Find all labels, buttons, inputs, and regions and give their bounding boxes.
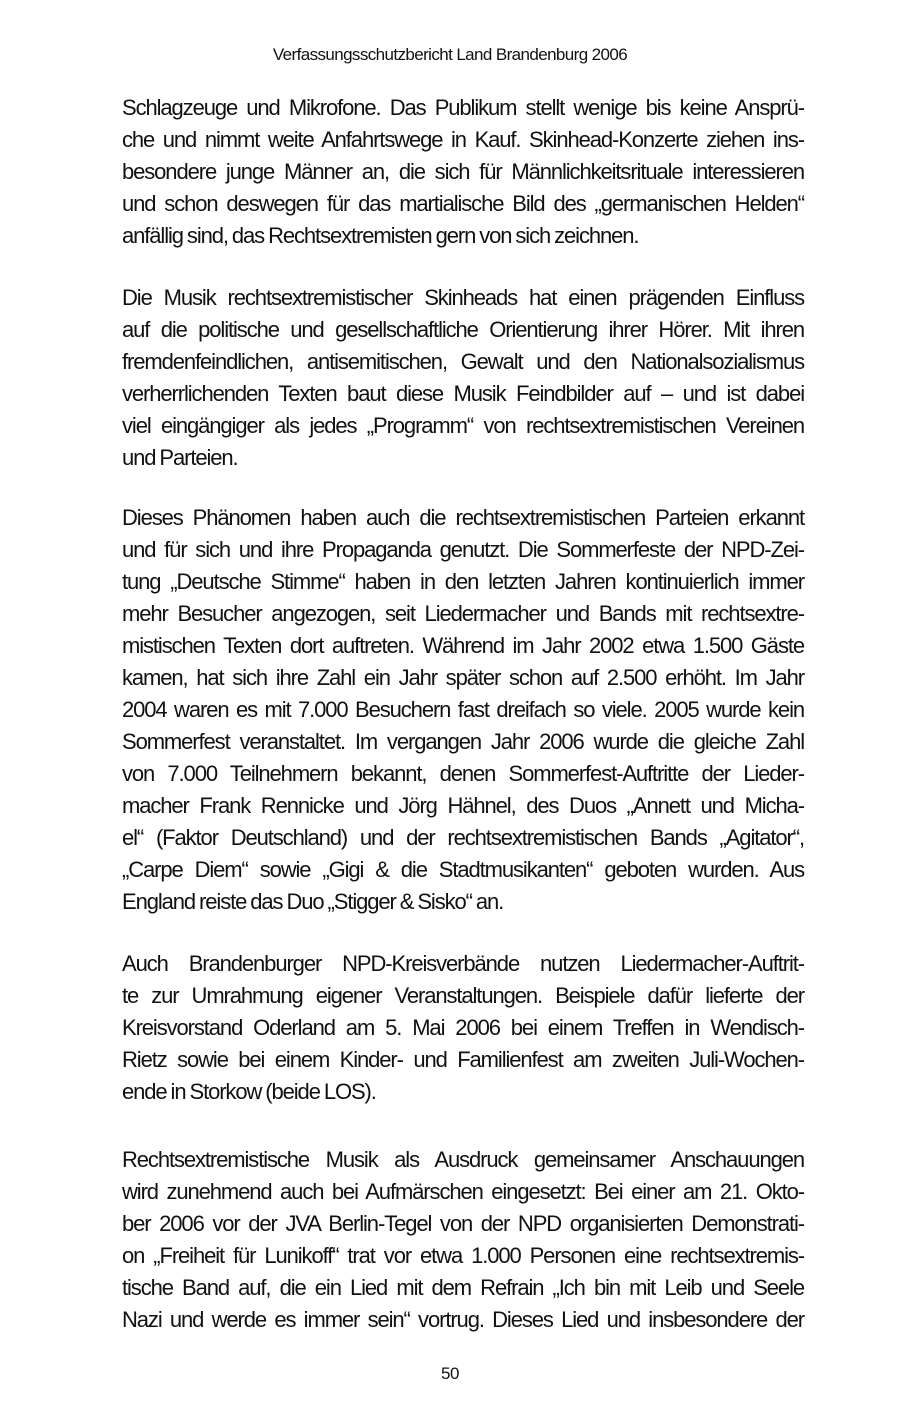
text-line: viel eingängiger als jedes „Programm“ von rechtsextremistischen Vereinen [122, 413, 804, 438]
text-line: ende in Storkow (beide LOS). [122, 1079, 376, 1104]
paragraph [122, 948, 804, 1108]
text-line: tung „Deutsche Stimme“ haben in den letzten Jahren kontinuierlich immer [122, 569, 804, 594]
page-number: 50 [441, 1364, 459, 1383]
text-line: el“ (Faktor Deutschland) und der rechtsextremistischen Bands „Agitator“, [122, 825, 804, 850]
paragraph [122, 1144, 804, 1336]
text-line: besondere junge Männer an, die sich für Männlichkeitsrituale interessieren [122, 159, 804, 184]
text-line: che und nimmt weite Anfahrtswege in Kauf. Skinhead-Konzerte ziehen ins- [122, 127, 804, 152]
text-line: Kreisvorstand Oderland am 5. Mai 2006 bei einem Treffen in Wendisch- [122, 1015, 804, 1040]
text-line: von 7.000 Teilnehmern bekannt, denen Sommerfest-Auftritte der Lieder- [122, 761, 804, 786]
text-line: und schon deswegen für das martialische Bild des „germanischen Helden“ [122, 191, 804, 216]
text-line: mehr Besucher angezogen, seit Liedermacher und Bands mit rechtsextre- [122, 601, 804, 626]
paragraph [122, 502, 804, 918]
text-line: Die Musik rechtsextremistischer Skinheads hat einen prägenden Einfluss [122, 285, 804, 310]
text-line: England reiste das Duo „Stigger & Sisko“ an. [122, 889, 504, 914]
text-line: wird zunehmend auch bei Aufmärschen eingesetzt: Bei einer am 21. Okto- [122, 1179, 804, 1204]
text-line: kamen, hat sich ihre Zahl ein Jahr später schon auf 2.500 erhöht. Im Jahr [122, 665, 804, 690]
text-line: Nazi und werde es immer sein“ vortrug. Dieses Lied und insbesondere der [122, 1307, 804, 1332]
text-line: Dieses Phänomen haben auch die rechtsextremistischen Parteien erkannt [122, 505, 804, 530]
text-line: te zur Umrahmung eigener Veranstaltungen. Beispiele dafür lieferte der [122, 983, 804, 1008]
text-line: Sommerfest veranstaltet. Im vergangen Jahr 2006 wurde die gleiche Zahl [122, 729, 804, 754]
text-line: Auch Brandenburger NPD-Kreisverbände nutzen Liedermacher-Auftrit- [122, 951, 804, 976]
paragraph [122, 282, 804, 474]
text-line: verherrlichenden Texten baut diese Musik Feindbilder auf – und ist dabei [122, 381, 804, 406]
text-line: Rietz sowie bei einem Kinder- und Familienfest am zweiten Juli-Wochen- [122, 1047, 804, 1072]
text-line: auf die politische und gesellschaftliche Orientierung ihrer Hörer. Mit ihren [122, 317, 804, 342]
text-line: on „Freiheit für Lunikoff“ trat vor etwa 1.000 Personen eine rechtsextremis- [122, 1243, 804, 1268]
text-line: und Parteien. [122, 445, 238, 470]
text-line: Schlagzeuge und Mikrofone. Das Publikum stellt wenige bis keine Ansprü- [122, 95, 804, 120]
text-line: anfällig sind, das Rechtsextremisten gern von sich zeichnen. [122, 223, 639, 248]
text-line: 2004 waren es mit 7.000 Besuchern fast dreifach so viele. 2005 wurde kein [122, 697, 804, 722]
text-line: fremdenfeindlichen, antisemitischen, Gewalt und den Nationalsozialismus [122, 349, 804, 374]
text-line: mistischen Texten dort auftreten. Während im Jahr 2002 etwa 1.500 Gäste [122, 633, 804, 658]
paragraph [122, 92, 804, 252]
running-header: Verfassungsschutzbericht Land Brandenburg 2006 [272, 45, 628, 64]
text-line: „Carpe Diem“ sowie „Gigi & die Stadtmusikanten“ geboten wurden. Aus [122, 857, 804, 882]
text-line: Rechtsextremistische Musik als Ausdruck gemeinsamer Anschauungen [122, 1147, 804, 1172]
text-line: und für sich und ihre Propaganda genutzt. Die Sommerfeste der NPD-Zei- [122, 537, 804, 562]
text-line: tische Band auf, die ein Lied mit dem Refrain „Ich bin mit Leib und Seele [122, 1275, 804, 1300]
text-line: ber 2006 vor der JVA Berlin-Tegel von der NPD organisierten Demonstrati- [122, 1211, 804, 1236]
text-line: macher Frank Rennicke und Jörg Hähnel, des Duos „Annett und Micha- [122, 793, 804, 818]
